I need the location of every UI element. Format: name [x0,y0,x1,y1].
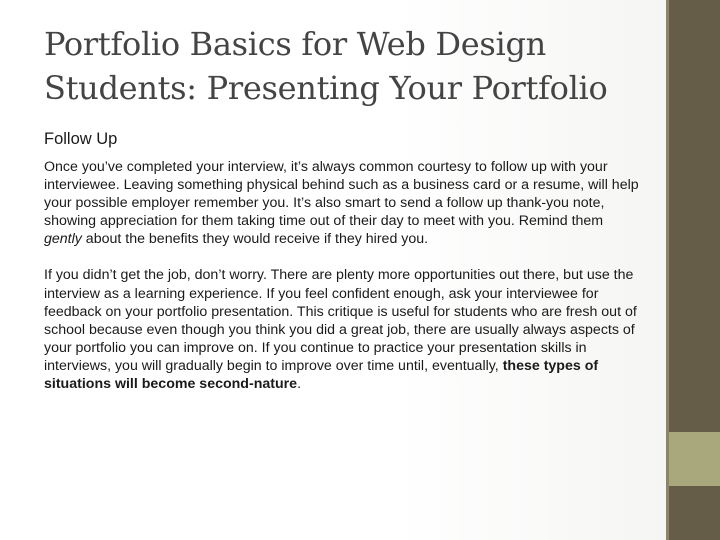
paragraph-2-strong: these types of situations will become second-nature [44,357,599,393]
paragraph-1-text-start: Once you’ve completed your interview, it’s always common courtesy to follow up with your interviewee. Leaving something physical behind such as a business card or a resume, will help your possible employer remember you. It’s also smart to send a follow up thank-you note, showing appreciation for them taking time out of their day to meet with you. Remind them [44,159,639,230]
slide-body [44,128,644,411]
section-heading: Follow Up [44,130,118,148]
paragraph-1-text-end: about the benefits they would receive if they hired you. [81,231,429,248]
paragraph-1-emphasis: gently [44,231,82,248]
paragraph-2-text-start: If you didn’t get the job, don’t worry. There are plenty more opportunities out there, but use the interview as a learning experience. If you feel confident enough, ask your interviewee for feedback on your portfolio presentation. This critique is useful for students who are fresh out of school because even though you think you did a great job, there are usually always aspects of your portfolio you can improve on. If you continue to practice your presentation skills in interviews, you will gradually begin to improve over time until, eventually, [44,267,637,374]
slide-title: Portfolio Basics for Web Design Students: Presenting Your Portfolio [44,25,608,107]
decorative-sidebar [666,0,720,540]
sidebar-accent-block [669,432,720,486]
paragraph-follow-up [44,158,644,248]
paragraph-feedback [44,266,644,393]
paragraph-2-text-end: . [297,376,302,393]
